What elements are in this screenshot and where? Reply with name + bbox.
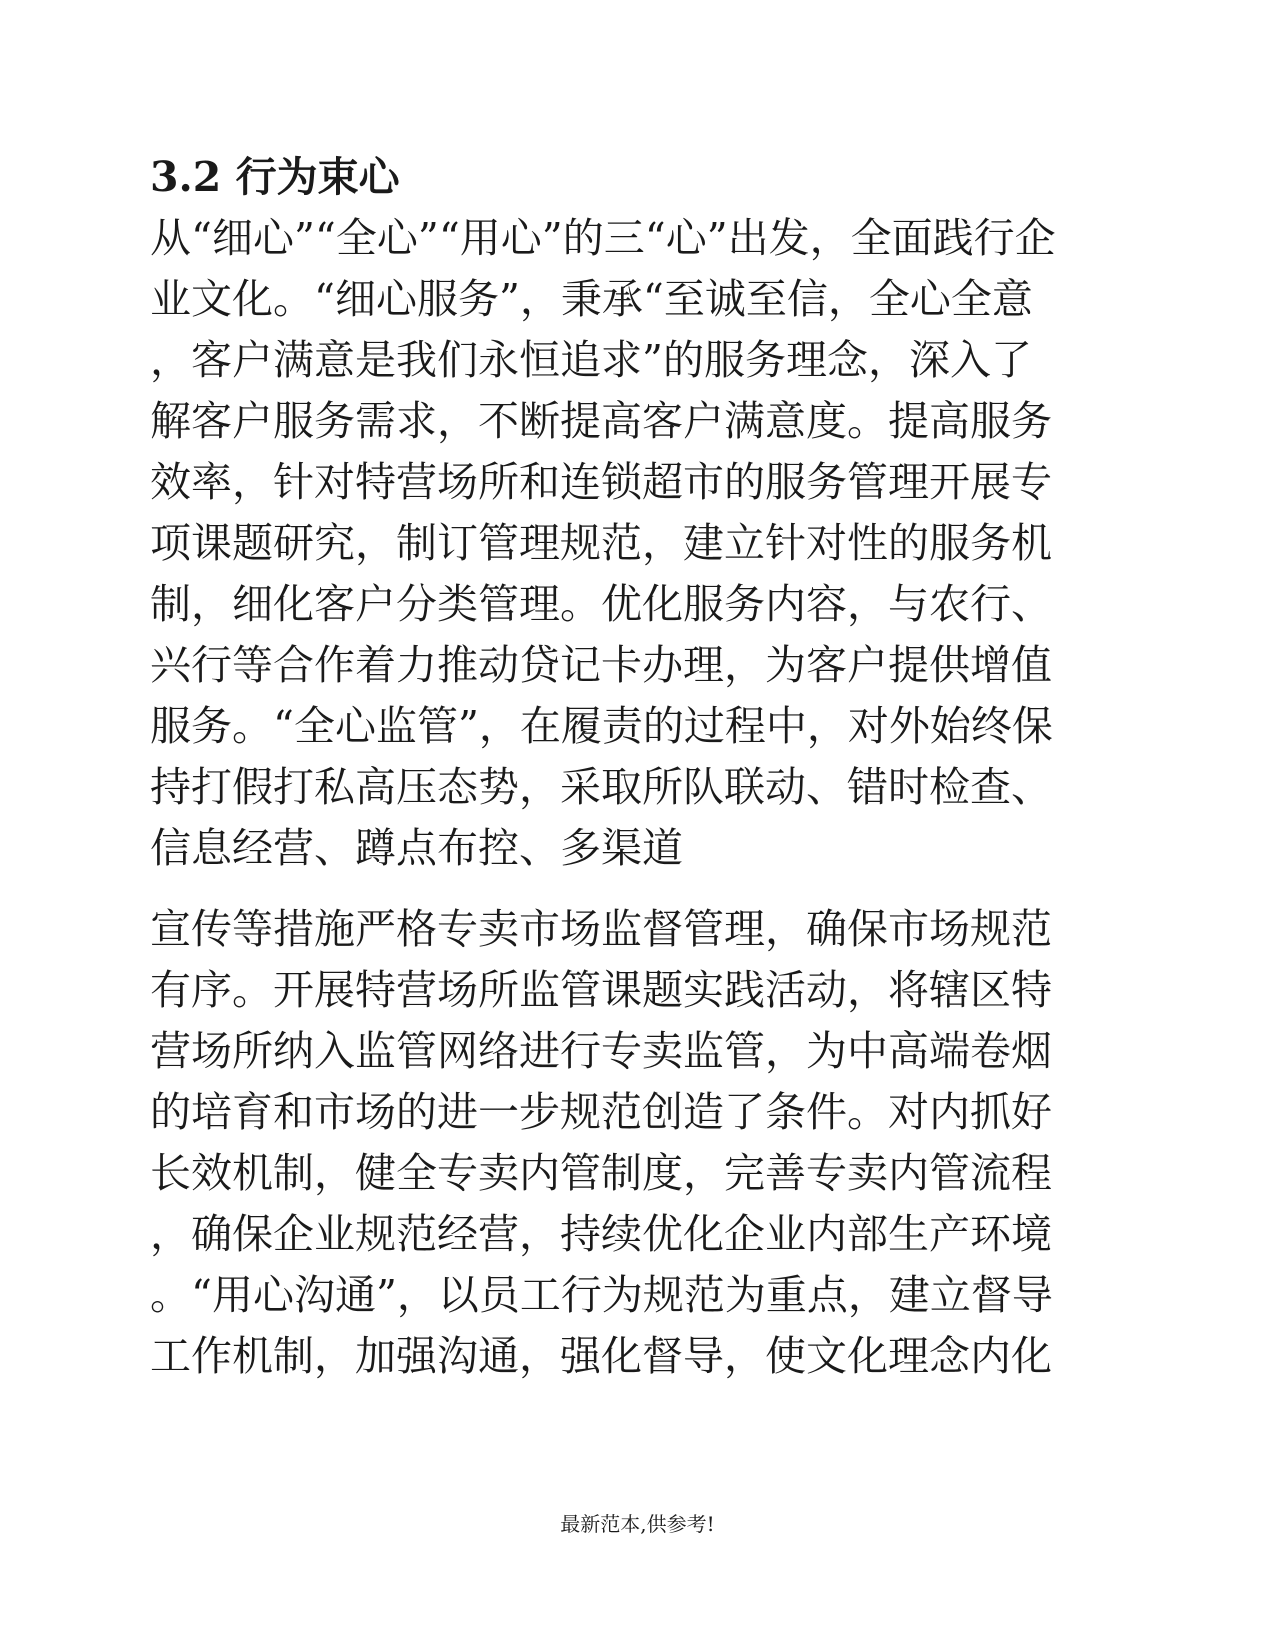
page-footer: 最新范本,供参考!	[560, 1512, 715, 1536]
text-line: 的培育和市场的进一步规范创造了条件。对内抓好	[150, 1088, 1052, 1136]
text-line: 工作机制，加强沟通，强化督导，使文化理念内化	[150, 1332, 1052, 1380]
text-line: 制，细化客户分类管理。优化服务内容，与农行、	[150, 580, 1052, 628]
text-line: ，确保企业规范经营，持续优化企业内部生产环境	[150, 1210, 1052, 1258]
paragraph-2	[150, 899, 1115, 1387]
text-line: 兴行等合作着力推动贷记卡办理，为客户提供增值	[150, 641, 1052, 689]
text-line: 解客户服务需求，不断提高客户满意度。提高服务	[150, 397, 1052, 445]
paragraph-1	[150, 208, 1115, 879]
text-line: 。“用心沟通”，以员工行为规范为重点，建立督导	[150, 1271, 1053, 1319]
text-line: 营场所纳入监管网络进行专卖监管，为中高端卷烟	[150, 1027, 1052, 1075]
section-heading: 3.2 行为束心	[150, 153, 400, 201]
paragraph-gap	[150, 879, 1115, 899]
text-line: 有序。开展特营场所监管课题实践活动，将辖区特	[150, 966, 1052, 1014]
text-line: 从“细心”“全心”“用心”的三“心”出发，全面践行企	[150, 214, 1056, 262]
text-line: 信息经营、蹲点布控、多渠道	[150, 824, 683, 872]
text-line: 持打假打私高压态势，采取所队联动、错时检查、	[150, 763, 1052, 811]
text-line: 服务。“全心监管”，在履责的过程中，对外始终保	[150, 702, 1053, 750]
document-body	[150, 147, 1115, 1387]
text-line: 项课题研究，制订管理规范，建立针对性的服务机	[150, 519, 1052, 567]
text-line: 宣传等措施严格专卖市场监督管理，确保市场规范	[150, 905, 1052, 953]
text-line: 长效机制，健全专卖内管制度，完善专卖内管流程	[150, 1149, 1052, 1197]
text-line: ，客户满意是我们永恒追求”的服务理念，深入了	[150, 336, 1032, 384]
text-line: 效率，针对特营场所和连锁超市的服务管理开展专	[150, 458, 1052, 506]
text-line: 业文化。“细心服务”，秉承“至诚至信，全心全意	[150, 275, 1033, 323]
